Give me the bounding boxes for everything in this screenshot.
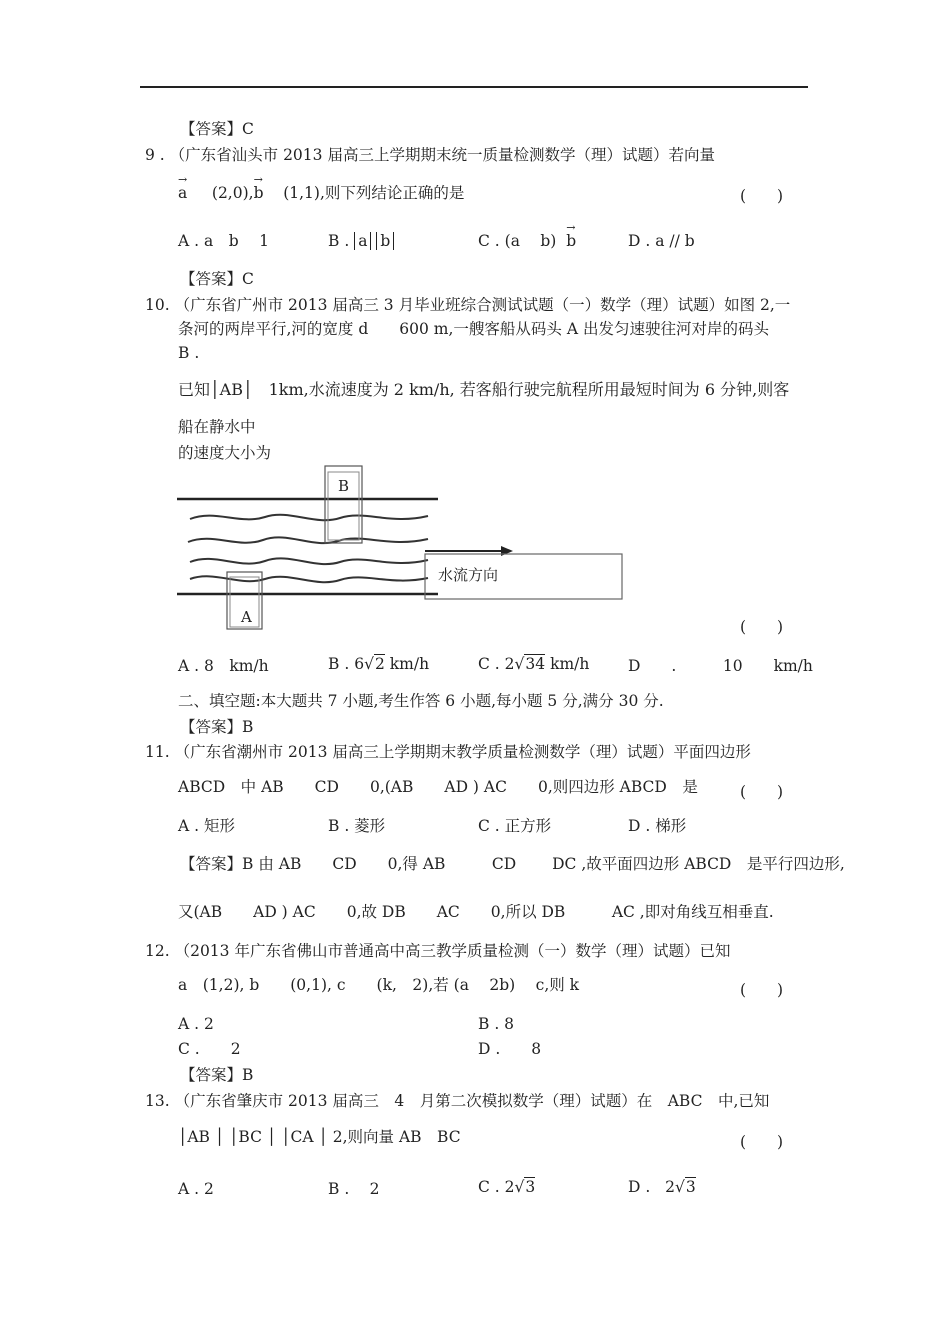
label-b: B [338, 477, 350, 495]
question-12-stem-1: 12. （2013 年广东省佛山市普通高中高三教学质量检测（一）数学（理）试题）已知 [145, 942, 731, 960]
option-11-d: D . 梯形 [628, 817, 687, 835]
wave-1 [190, 515, 428, 520]
question-13-stem-1: 13. （广东省肇庆市 2013 届高三 4 月第二次模拟数学（理）试题）在 ABC 中,已知 [145, 1092, 770, 1110]
option-13-b: B . 2 [328, 1180, 380, 1198]
option-9-d: D . a // b [628, 232, 695, 250]
option-10-b: B . 6√2 km/h [328, 655, 430, 673]
option-12-a: A . 2 [178, 1015, 214, 1033]
wave-2 [188, 537, 428, 543]
wave-3 [190, 558, 428, 564]
header-rule [140, 86, 808, 88]
answer-8: 【答案】C [180, 120, 254, 138]
answer-blank-10: ( ) [740, 618, 784, 636]
option-11-c: C . 正方形 [478, 817, 552, 835]
section-heading-fill-in: 二、填空题:本大题共 7 小题,考生作答 6 小题,每小题 5 分,满分 30 分. [178, 692, 664, 710]
question-11-stem-2: ABCD 中 AB CD 0,(AB AD ) AC 0,则四边形 ABCD 是 [178, 778, 698, 796]
question-13-stem-2: │AB │ │BC │ │CA │ 2,则向量 AB BC [178, 1128, 461, 1146]
flow-label: 水流方向 [438, 566, 499, 584]
question-10-stem-1: 10. （广东省广州市 2013 届高三 3 月毕业班综合测试试题（一）数学（理）试题）如图 2,一 [145, 296, 791, 314]
answer-blank-12: ( ) [740, 981, 784, 999]
option-9-a: A . a b 1 [178, 232, 269, 250]
question-10-stem-6: 的速度大小为 [178, 444, 272, 462]
question-10-stem-4: 已知│AB│ 1km,水流速度为 2 km/h, 若客船行驶完航程所用最短时间为 6 分钟,则客 [178, 380, 790, 399]
option-13-c: C . 2√3 [478, 1178, 536, 1196]
question-10-stem-5: 船在静水中 [178, 418, 256, 436]
option-10-a: A . 8 km/h [178, 657, 269, 675]
question-10-stem-3: B . [178, 344, 200, 362]
question-12-stem-2: a (1,2), b (0,1), c (k, 2),若 (a 2b) c,则 k [178, 976, 580, 994]
option-11-b: B . 菱形 [328, 817, 386, 835]
question-11-stem-1: 11. （广东省潮州市 2013 届高三上学期期末教学质量检测数学（理）试题）平面四边形 [145, 743, 751, 761]
option-9-b: B . a b [328, 232, 394, 251]
option-10-d: D . 10 km/h [628, 657, 813, 675]
question-9-stem: 9 . （广东省汕头市 2013 届高三上学期期末统一质量检测数学（理）试题）若向量 [145, 146, 715, 164]
river-figure [170, 462, 630, 632]
answer-blank-13: ( ) [740, 1133, 784, 1151]
answer-12: 【答案】B [180, 1066, 254, 1084]
answer-11-explanation-1: 【答案】B 由 AB CD 0,得 AB CD DC ,故平面四边形 ABCD 是平行四边形, [180, 855, 845, 873]
option-12-b: B . 8 [478, 1015, 515, 1033]
option-13-d: D . 2√3 [628, 1178, 696, 1196]
answer-blank-11: ( ) [740, 783, 784, 801]
answer-9: 【答案】C [180, 270, 254, 288]
option-12-d: D . 8 [478, 1040, 542, 1058]
option-13-a: A . 2 [178, 1180, 214, 1198]
option-12-c: C . 2 [178, 1040, 241, 1058]
option-11-a: A . 矩形 [178, 817, 235, 835]
option-9-c: C . (a b) → b [478, 232, 576, 251]
question-10-stem-2: 条河的两岸平行,河的宽度 d 600 m,一艘客船从码头 A 出发匀速驶往河对岸的码头 [178, 320, 769, 338]
wave-4 [190, 576, 428, 582]
answer-blank-9: ( ) [740, 187, 784, 205]
answer-11-explanation-2: 又(AB AD ) AC 0,故 DB AC 0,所以 DB AC ,即对角线互相垂直. [178, 903, 774, 921]
label-a: A [241, 608, 252, 626]
answer-10: 【答案】B [180, 718, 254, 736]
question-9-vectors: → a (2,0),→ b (1,1),则下列结论正确的是 [178, 184, 464, 203]
option-10-c: C . 2√34 km/h [478, 655, 590, 673]
